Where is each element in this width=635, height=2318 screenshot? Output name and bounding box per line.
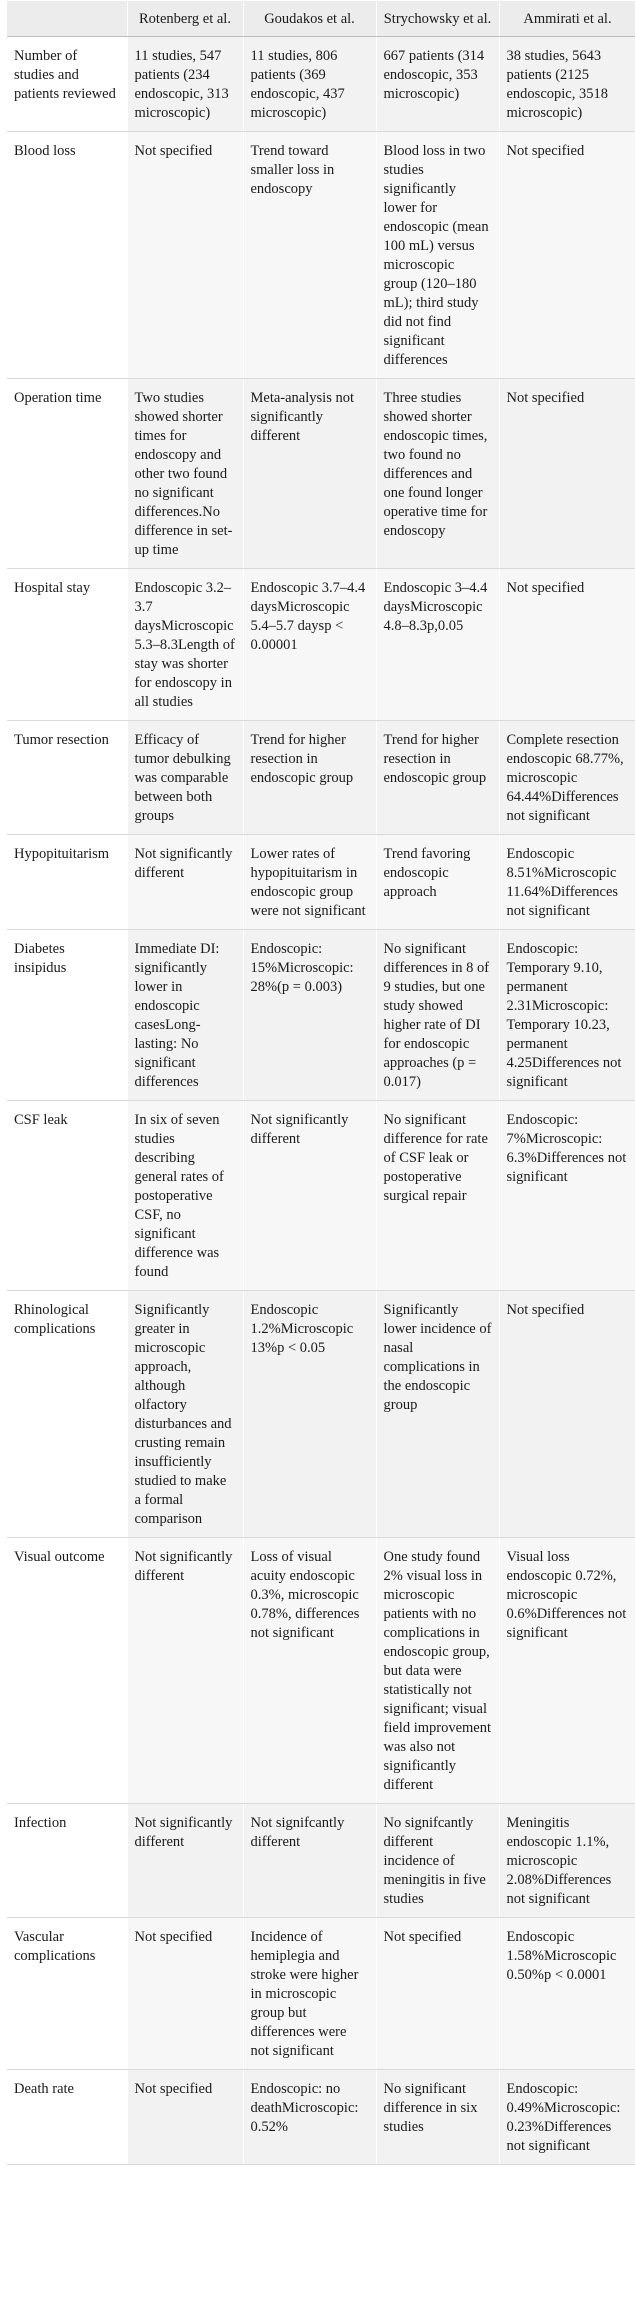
table-cell: Endoscopic: 7%Microscopic: 6.3%Differences not significant xyxy=(499,1101,635,1291)
table-row xyxy=(7,835,635,930)
table-cell: No significant difference in six studies xyxy=(376,2070,499,2165)
table-cell: Not specified xyxy=(499,132,635,379)
table-cell: Not specified xyxy=(127,1918,243,2070)
row-label-hypopituitarism: Hypopituitarism xyxy=(7,835,127,930)
table-cell: Not specified xyxy=(376,1918,499,2070)
table-cell: Endoscopic 3.7–4.4 daysMicroscopic 5.4–5.7 daysp < 0.00001 xyxy=(243,569,376,721)
row-label-hospital-stay: Hospital stay xyxy=(7,569,127,721)
table-cell: Incidence of hemiplegia and stroke were higher in microscopic group but differences were not significant xyxy=(243,1918,376,2070)
table-cell: Immediate DI: significantly lower in endoscopic casesLong-lasting: No significant differences xyxy=(127,930,243,1101)
table-cell: Three studies showed shorter endoscopic times, two found no differences and one found longer operative time for endoscopy xyxy=(376,379,499,569)
table-cell: Blood loss in two studies significantly lower for endoscopic (mean 100 mL) versus microscopic group (120–180 mL); third study did not find significant differences xyxy=(376,132,499,379)
table-cell: Endoscopic 1.58%Microscopic 0.50%p < 0.0001 xyxy=(499,1918,635,2070)
table-cell: Not specified xyxy=(127,132,243,379)
table-cell: Endoscopic 3.2–3.7 daysMicroscopic 5.3–8.3Length of stay was shorter for endoscopy in all studies xyxy=(127,569,243,721)
table-body xyxy=(7,37,635,2165)
header-goudakos: Goudakos et al. xyxy=(243,1,376,37)
table-row xyxy=(7,1538,635,1804)
table-row xyxy=(7,379,635,569)
table-row xyxy=(7,37,635,132)
table-cell: Endoscopic 3–4.4 daysMicroscopic 4.8–8.3p,0.05 xyxy=(376,569,499,721)
table-cell: Endoscopic: 15%Microscopic: 28%(p = 0.003) xyxy=(243,930,376,1101)
table-cell: Significantly lower incidence of nasal complications in the endoscopic group xyxy=(376,1291,499,1538)
table-cell: 11 studies, 547 patients (234 endoscopic, 313 microscopic) xyxy=(127,37,243,132)
table-cell: Trend for higher resection in endoscopic group xyxy=(376,721,499,835)
table-cell: Significantly greater in microscopic approach, although olfactory disturbances and crusting remain insufficiently studied to make a formal comparison xyxy=(127,1291,243,1538)
row-label-csf-leak: CSF leak xyxy=(7,1101,127,1291)
table-cell: Trend for higher resection in endoscopic group xyxy=(243,721,376,835)
table-cell: No signifcantly different incidence of meningitis in five studies xyxy=(376,1804,499,1918)
table-cell: In six of seven studies describing general rates of postoperative CSF, no significant difference was found xyxy=(127,1101,243,1291)
row-label-studies: Number of studies and patients reviewed xyxy=(7,37,127,132)
row-label-operation-time: Operation time xyxy=(7,379,127,569)
row-label-tumor-resection: Tumor resection xyxy=(7,721,127,835)
table-cell: 38 studies, 5643 patients (2125 endoscopic, 3518 microscopic) xyxy=(499,37,635,132)
table-cell: Not specified xyxy=(499,1291,635,1538)
comparison-table xyxy=(7,1,635,2165)
table-row xyxy=(7,132,635,379)
row-label-rhinological: Rhinological complications xyxy=(7,1291,127,1538)
header-strychowsky: Strychowsky et al. xyxy=(376,1,499,37)
table-cell: Complete resection endoscopic 68.77%, microscopic 64.44%Differences not significant xyxy=(499,721,635,835)
table-cell: Two studies showed shorter times for endoscopy and other two found no significant differences.No difference in set-up time xyxy=(127,379,243,569)
table-cell: Not specified xyxy=(127,2070,243,2165)
table-cell: Not signifcantly different xyxy=(243,1804,376,1918)
table-row xyxy=(7,2070,635,2165)
table-cell: 11 studies, 806 patients (369 endoscopic, 437 microscopic) xyxy=(243,37,376,132)
row-label-blood-loss: Blood loss xyxy=(7,132,127,379)
table-cell: No significant differences in 8 of 9 studies, but one study showed higher rate of DI for endoscopic approaches (p = 0.017) xyxy=(376,930,499,1101)
row-label-vascular: Vascular complications xyxy=(7,1918,127,2070)
table-cell: Loss of visual acuity endoscopic 0.3%, microscopic 0.78%, differences not significant xyxy=(243,1538,376,1804)
table-cell: Not specified xyxy=(499,569,635,721)
header-corner xyxy=(7,1,127,37)
header-row xyxy=(7,1,635,37)
table-row xyxy=(7,1804,635,1918)
table-cell: One study found 2% visual loss in microscopic patients with no complications in endoscopic group, but data were statistically not significant; visual field improvement was also not significantly different xyxy=(376,1538,499,1804)
table-header xyxy=(7,1,635,37)
table-cell: Not significantly different xyxy=(127,1804,243,1918)
row-label-diabetes-insipidus: Diabetes insipidus xyxy=(7,930,127,1101)
table-row xyxy=(7,721,635,835)
table-cell: Lower rates of hypopituitarism in endoscopic group were not significant xyxy=(243,835,376,930)
table-row xyxy=(7,569,635,721)
table-cell: Endoscopic 8.51%Microscopic 11.64%Differences not significant xyxy=(499,835,635,930)
table-cell: Meta-analysis not significantly different xyxy=(243,379,376,569)
table-cell: Not significantly different xyxy=(243,1101,376,1291)
header-ammirati: Ammirati et al. xyxy=(499,1,635,37)
header-rotenberg: Rotenberg et al. xyxy=(127,1,243,37)
table-cell: Endoscopic 1.2%Microscopic 13%p < 0.05 xyxy=(243,1291,376,1538)
table-cell: Endoscopic: no deathMicroscopic: 0.52% xyxy=(243,2070,376,2165)
table-row xyxy=(7,1291,635,1538)
table-cell: Endoscopic: Temporary 9.10, permanent 2.31Microscopic: Temporary 10.23, permanent 4.25Differences not significant xyxy=(499,930,635,1101)
row-label-infection: Infection xyxy=(7,1804,127,1918)
table-row xyxy=(7,930,635,1101)
table-cell: Efficacy of tumor debulking was comparable between both groups xyxy=(127,721,243,835)
row-label-visual-outcome: Visual outcome xyxy=(7,1538,127,1804)
table-cell: Visual loss endoscopic 0.72%, microscopic 0.6%Differences not significant xyxy=(499,1538,635,1804)
table-cell: Meningitis endoscopic 1.1%, microscopic 2.08%Differences not significant xyxy=(499,1804,635,1918)
table-row xyxy=(7,1918,635,2070)
comparison-table-container xyxy=(7,1,635,2165)
row-label-death-rate: Death rate xyxy=(7,2070,127,2165)
table-cell: Trend favoring endoscopic approach xyxy=(376,835,499,930)
table-cell: Endoscopic: 0.49%Microscopic: 0.23%Differences not significant xyxy=(499,2070,635,2165)
table-cell: Not significantly different xyxy=(127,835,243,930)
table-row xyxy=(7,1101,635,1291)
table-cell: Not significantly different xyxy=(127,1538,243,1804)
table-cell: Not specified xyxy=(499,379,635,569)
table-cell: Trend toward smaller loss in endoscopy xyxy=(243,132,376,379)
table-cell: 667 patients (314 endoscopic, 353 microscopic) xyxy=(376,37,499,132)
table-cell: No significant difference for rate of CSF leak or postoperative surgical repair xyxy=(376,1101,499,1291)
